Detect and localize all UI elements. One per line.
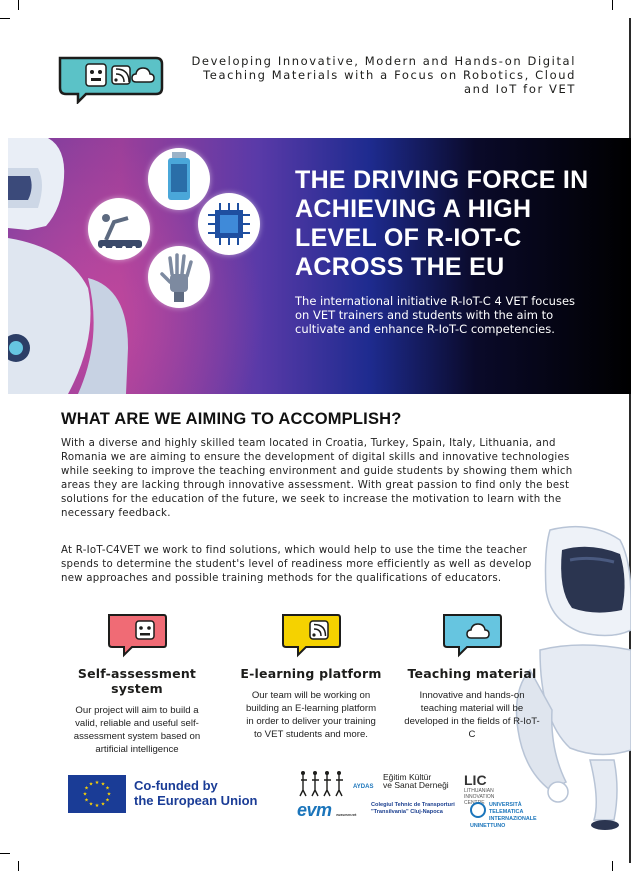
paragraph-team: With a diverse and highly skilled team located in Croatia, Turkey, Spain, Italy, Lithuania, and Romania we are aiming to ensure the development of digital skills and innovative technologies while seeking to improve the teaching environment and guide students by showing them which areas they are lacking through innovative assessment. With great passion to find only the best solutions for the education of the future, we seek to increase the motivation to learn with the necessary feedback. [61,438,573,519]
partner-logo-evm: evm www.evm.net [297,800,356,820]
project-tagline: Developing Innovative, Modern and Hands-on Digital Teaching Materials with a Focus on Robotics, Cloud and IoT for VET [191,54,576,96]
crop-mark [0,853,10,854]
partner-logo-lic: LIC LITHUANIAN INNOVATION CENTRE [464,772,495,806]
svg-text:★: ★ [100,781,106,788]
robot-illustration [8,138,128,394]
svg-text:★: ★ [105,785,110,792]
hero-title: THE DRIVING FORCE IN ACHIEVING A HIGH LEVEL OF R-IOT-C ACROSS THE EU [295,166,589,281]
eu-flag-icon [68,775,126,813]
rss-icon [280,612,342,658]
section-title: WHAT ARE WE AIMING TO ACCOMPLISH? [61,410,402,428]
feature-title: Self-assessment system [77,666,197,696]
svg-text:★: ★ [82,791,88,798]
crop-mark [612,0,613,10]
feature-description: Our project will aim to build a valid, reliable and useful self-assessment system based on artificial intelligence [73,705,201,755]
globe-icon [470,802,486,818]
feature-title: E-learning platform [240,666,382,681]
svg-text:★: ★ [84,797,89,804]
feature-e-learning [226,612,396,741]
partner-logo-aydas: Eğitim Kültür ve Sanat Derneği AYDAS [353,772,449,790]
feature-self-assessment [52,612,222,756]
crop-mark [0,18,10,19]
partner-logo-dancers [297,770,351,798]
svg-text:★: ★ [106,791,112,798]
robot-face-icon [106,612,168,658]
robot-hand-icon [148,246,210,308]
feature-title: Teaching material [407,666,537,681]
svg-text:★: ★ [88,781,94,788]
eu-cofunded-label: Co-funded by the European Union [134,778,258,808]
svg-text:★: ★ [94,803,100,809]
feature-description: Our team will be working on building an E-learning platform in order to deliver your training to VET students and more. [245,690,377,740]
svg-text:★: ★ [105,797,110,804]
project-logo [56,54,166,104]
paragraph-solutions: At R-IoT-C4VET we work to find solutions, which would help to use the time the teacher spends to determine the student's level of readiness more efficiently as well as develop new approaches and possible training methods for the qualifications of educators. [61,545,532,584]
robotic-arm-icon [88,198,150,260]
crop-mark [18,0,19,10]
feature-teaching-material [387,612,557,741]
svg-text:★: ★ [94,780,100,786]
feature-description: Innovative and hands-on teaching material will be developed in the fields of R-IoT-C [404,690,540,740]
cloud-icon [441,612,503,658]
crop-mark [612,861,613,871]
svg-text:★: ★ [100,801,106,808]
hero-banner [8,138,631,394]
svg-text:★: ★ [84,785,89,792]
partner-logo-uninettuno: UNIVERSITÀ TELEMATICA INTERNAZIONALE UNINETTUNO [470,802,537,829]
hero-subtitle: The international initiative R-IoT-C 4 VET focuses on VET trainers and students with the aim to cultivate and enhance R-IoT-C competencies. [295,294,576,336]
partner-logo-college: Colegiul Tehnic de Transporturi "Transilvania" Cluj-Napoca [371,802,455,815]
crop-mark [18,861,19,871]
svg-text:★: ★ [88,801,94,808]
